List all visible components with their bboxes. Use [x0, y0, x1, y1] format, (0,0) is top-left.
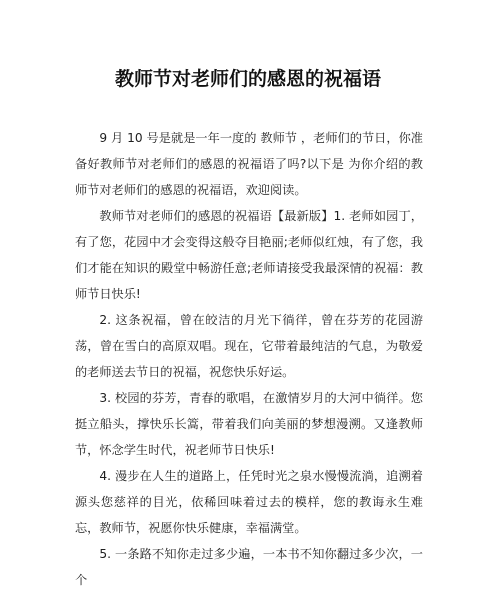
paragraph-intro: 9 月 10 号是就是一年一度的 教师节 ，老师们的节日，你准备好教师节对老师们的感恩的祝福语了吗?以下是 为你介绍的教师节对老师们的感恩的祝福语，欢迎阅读。 [75, 131, 423, 197]
paragraph-wish-1: 教师节对老师们的感恩的祝福语【最新版】1. 老师如园丁，有了您，花园中才会变得这般夺目艳丽;老师似红烛，有了您，我们才能在知识的殿堂中畅游任意;老师请接受我最深情的祝福：教师节日快乐! [75, 209, 423, 301]
paragraph-wish-4: 4. 漫步在人生的道路上，任凭时光之泉水慢慢流淌，追溯着源头您慈祥的目光，依稀回味着过去的模样，您的教诲永生难忘，教师节，祝愿你快乐健康，幸福满堂。 [75, 469, 423, 535]
paragraph-wish-5: 5. 一条路不知你走过多少遍，一本书不知你翻过多少次，一个 [75, 547, 423, 587]
paragraph-wish-3: 3. 校园的芬芳，青春的歌唱，在激情岁月的大河中徜徉。您挺立船头，撑快乐长篙，带着我们向美丽的梦想漫溯。又逢教师节，怀念学生时代，祝老师节日快乐! [75, 391, 423, 457]
document-title: 教师节对老师们的感恩的祝福语 [114, 68, 381, 90]
document-body [75, 125, 423, 593]
paragraph-wish-2: 2. 这条祝福，曾在皎洁的月光下徜徉，曾在芬芳的花园游荡，曾在雪白的高原双唱。现在，它带着最纯洁的气息，为敬爱的老师送去节日的祝福，祝您快乐好运。 [75, 313, 423, 379]
